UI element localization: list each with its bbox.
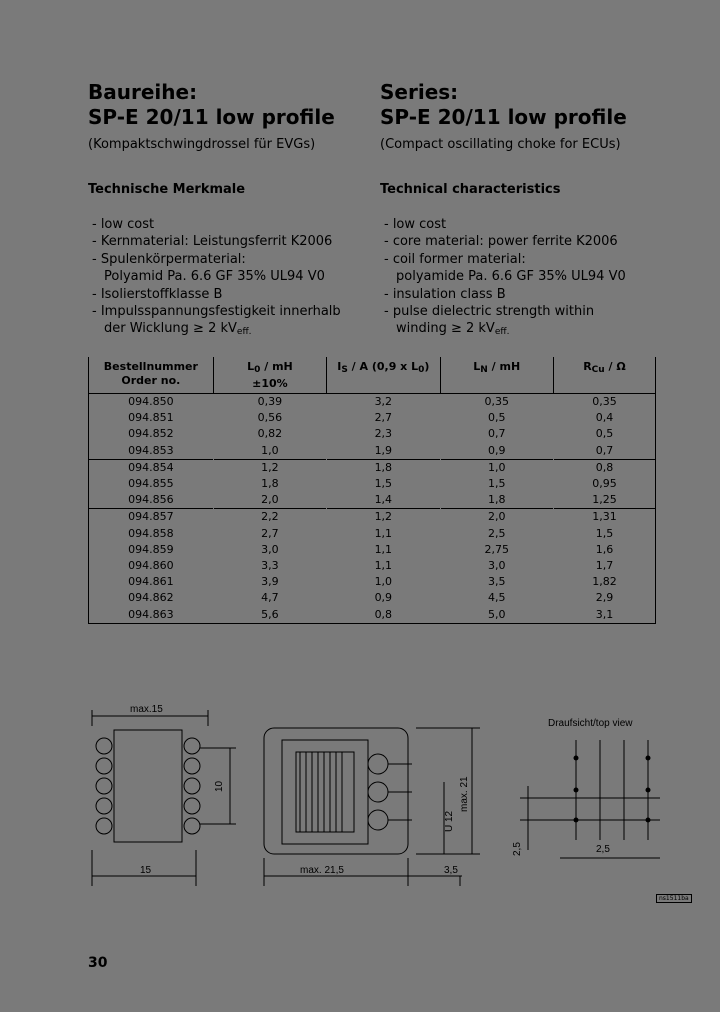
table-cell: 0,9 bbox=[487, 443, 506, 457]
table-row bbox=[89, 476, 656, 492]
table-cell: 094.851 bbox=[89, 410, 214, 426]
dim-width-bottom: 15 bbox=[140, 865, 152, 876]
table-cell: 2,3 bbox=[374, 427, 393, 441]
table-cell: 1,31 bbox=[553, 509, 655, 526]
series-subtitle-de: (Kompaktschwingdrossel für EVGs) bbox=[88, 137, 316, 152]
table-cell: 1,8 bbox=[487, 493, 506, 507]
feature-item: Polyamid Pa. 6.6 GF 35% UL94 V0 bbox=[104, 269, 325, 285]
table-cell: 3,9 bbox=[261, 575, 279, 589]
table-cell: 0,9 bbox=[374, 591, 393, 605]
table-cell: 3,2 bbox=[374, 395, 393, 409]
table-row bbox=[89, 426, 656, 442]
table-cell: 0,5 bbox=[553, 426, 655, 442]
table-cell: 094.852 bbox=[89, 426, 214, 442]
table-cell: 1,25 bbox=[553, 492, 655, 509]
col-order-number: Bestellnummer Order no. bbox=[89, 357, 214, 394]
table-cell: 0,56 bbox=[257, 411, 283, 425]
spec-table bbox=[88, 357, 656, 624]
table-cell: 094.856 bbox=[89, 492, 214, 509]
table-cell: 5,6 bbox=[213, 606, 326, 623]
table-cell: 1,1 bbox=[374, 542, 393, 556]
page-number: 30 bbox=[88, 955, 108, 971]
dim-width-top: max.15 bbox=[130, 704, 163, 715]
table-cell: 1,5 bbox=[374, 477, 393, 491]
table-cell: 1,8 bbox=[374, 460, 393, 474]
table-cell: 2,75 bbox=[484, 542, 509, 556]
table-cell: 0,8 bbox=[553, 459, 655, 476]
table-cell: 2,5 bbox=[487, 526, 506, 540]
series-subtitle-en: (Compact oscillating choke for ECUs) bbox=[380, 137, 621, 152]
series-label-en: Series: bbox=[380, 80, 459, 104]
table-cell: 1,5 bbox=[487, 477, 506, 491]
table-row bbox=[89, 574, 656, 590]
table-cell: 3,0 bbox=[487, 558, 506, 572]
feature-item: - Spulenkörpermaterial: bbox=[92, 251, 246, 267]
table-cell: 094.854 bbox=[89, 459, 214, 476]
table-cell: 3,1 bbox=[553, 606, 655, 623]
feature-item: - coil former material: bbox=[384, 251, 526, 267]
pitch-horizontal: 2,5 bbox=[596, 844, 610, 855]
table-cell: 1,9 bbox=[374, 443, 393, 457]
col-is: $I_S$ / A (0,9 x $L_0$) bbox=[327, 357, 440, 394]
table-cell: 0,5 bbox=[487, 411, 506, 425]
feature-item: polyamide Pa. 6.6 GF 35% UL94 V0 bbox=[396, 269, 626, 285]
table-cell: 0,7 bbox=[553, 443, 655, 460]
feature-list-en bbox=[380, 216, 626, 342]
document-tag: ns1511ba bbox=[656, 894, 692, 903]
table-row bbox=[89, 443, 656, 460]
table-cell: 094.857 bbox=[89, 509, 214, 526]
table-cell: 094.853 bbox=[89, 443, 214, 460]
table-cell: 4,7 bbox=[261, 591, 279, 605]
col-rcu: $R_{Cu}$ / Ω bbox=[553, 357, 655, 394]
table-cell: 0,39 bbox=[257, 395, 283, 409]
dim-side-height: max. 21 bbox=[459, 776, 470, 812]
table-cell: 2,9 bbox=[553, 590, 655, 606]
table-cell: 094.860 bbox=[89, 558, 214, 574]
table-cell: 1,82 bbox=[553, 574, 655, 590]
table-cell: 3,5 bbox=[487, 575, 506, 589]
table-cell: 5,0 bbox=[440, 606, 553, 623]
table-cell: 1,6 bbox=[553, 542, 655, 558]
col-ln: $L_N$ / mH bbox=[440, 357, 553, 394]
table-cell: 0,35 bbox=[484, 395, 509, 409]
feature-item: - Impulsspannungsfestigkeit innerhalb bbox=[92, 304, 341, 320]
subscript: eff. bbox=[236, 327, 252, 338]
series-label-de: Baureihe: bbox=[88, 80, 198, 104]
table-cell: 2,2 bbox=[261, 510, 279, 524]
top-view-label: Draufsicht/top view bbox=[548, 718, 633, 729]
table-row bbox=[89, 492, 656, 509]
table-cell: 3,3 bbox=[261, 558, 279, 572]
subscript: eff. bbox=[494, 327, 510, 338]
table-cell: 1,2 bbox=[374, 510, 393, 524]
table-cell: 0,35 bbox=[553, 394, 655, 411]
table-cell: 0,8 bbox=[327, 606, 440, 623]
table-cell: 1,0 bbox=[374, 575, 393, 589]
dim-pin: U 12 bbox=[444, 810, 455, 832]
table-cell: 1,0 bbox=[261, 443, 279, 457]
table-cell: 1,4 bbox=[374, 493, 393, 507]
series-name-en: SP-E 20/11 low profile bbox=[380, 105, 627, 129]
section-title-de: Technische Merkmale bbox=[88, 182, 246, 197]
table-cell: 094.855 bbox=[89, 476, 214, 492]
table-cell: 3,0 bbox=[261, 542, 279, 556]
table-cell: 1,8 bbox=[261, 477, 279, 491]
table-cell: 0,95 bbox=[553, 476, 655, 492]
table-cell: 1,5 bbox=[553, 526, 655, 542]
feature-item: - Kernmaterial: Leistungsferrit K2006 bbox=[92, 234, 333, 250]
feature-list-de bbox=[88, 216, 341, 342]
dim-height: 10 bbox=[214, 780, 225, 792]
dim-offset: 3,5 bbox=[444, 865, 458, 876]
feature-item: - core material: power ferrite K2006 bbox=[384, 234, 618, 250]
table-row bbox=[89, 542, 656, 558]
table-cell: 0,7 bbox=[487, 427, 506, 441]
table-cell: 0,82 bbox=[257, 427, 283, 441]
table-cell: 1,0 bbox=[487, 460, 506, 474]
table-row bbox=[89, 590, 656, 606]
table-cell: 0,4 bbox=[553, 410, 655, 426]
table-cell: 094.863 bbox=[89, 606, 214, 623]
feature-item: winding ≥ 2 $kV_{eff.}$ bbox=[396, 321, 510, 338]
section-title-en: Technical characteristics bbox=[380, 182, 561, 197]
feature-item: - low cost bbox=[384, 217, 447, 232]
table-cell: 1,1 bbox=[374, 558, 393, 572]
table-row bbox=[89, 509, 656, 526]
table-cell: 094.861 bbox=[89, 574, 214, 590]
table-cell: 4,5 bbox=[487, 591, 506, 605]
table-cell: 094.862 bbox=[89, 590, 214, 606]
table-row bbox=[89, 459, 656, 476]
series-name-de: SP-E 20/11 low profile bbox=[88, 105, 335, 129]
table-row bbox=[89, 606, 656, 623]
pitch-vertical: 2,5 bbox=[512, 842, 523, 856]
table-cell: 2,7 bbox=[261, 526, 279, 540]
table-row bbox=[89, 526, 656, 542]
table-cell: 1,7 bbox=[553, 558, 655, 574]
table-row bbox=[89, 394, 656, 411]
table-cell: 1,1 bbox=[374, 526, 393, 540]
feature-item: - Isolierstoffklasse B bbox=[92, 286, 223, 302]
table-cell: 2,0 bbox=[487, 510, 506, 524]
dimension-drawing bbox=[0, 690, 720, 910]
table-cell: 2,7 bbox=[374, 411, 393, 425]
table-cell: 094.858 bbox=[89, 526, 214, 542]
feature-item: - insulation class B bbox=[384, 286, 506, 302]
feature-item: - pulse dielectric strength within bbox=[384, 304, 595, 320]
table-cell: 094.859 bbox=[89, 542, 214, 558]
dim-length: max. 21,5 bbox=[300, 865, 344, 876]
feature-item: - low cost bbox=[92, 217, 155, 232]
col-l0: $L_0$ / mH ±10% bbox=[213, 357, 326, 394]
table-header-row bbox=[89, 357, 656, 394]
table-cell: 2,0 bbox=[261, 493, 279, 507]
feature-item: der Wicklung ≥ 2 $kV_{eff.}$ bbox=[104, 321, 252, 338]
table-cell: 1,2 bbox=[261, 460, 279, 474]
table-cell: 094.850 bbox=[89, 394, 214, 411]
table-row bbox=[89, 410, 656, 426]
table-row bbox=[89, 558, 656, 574]
